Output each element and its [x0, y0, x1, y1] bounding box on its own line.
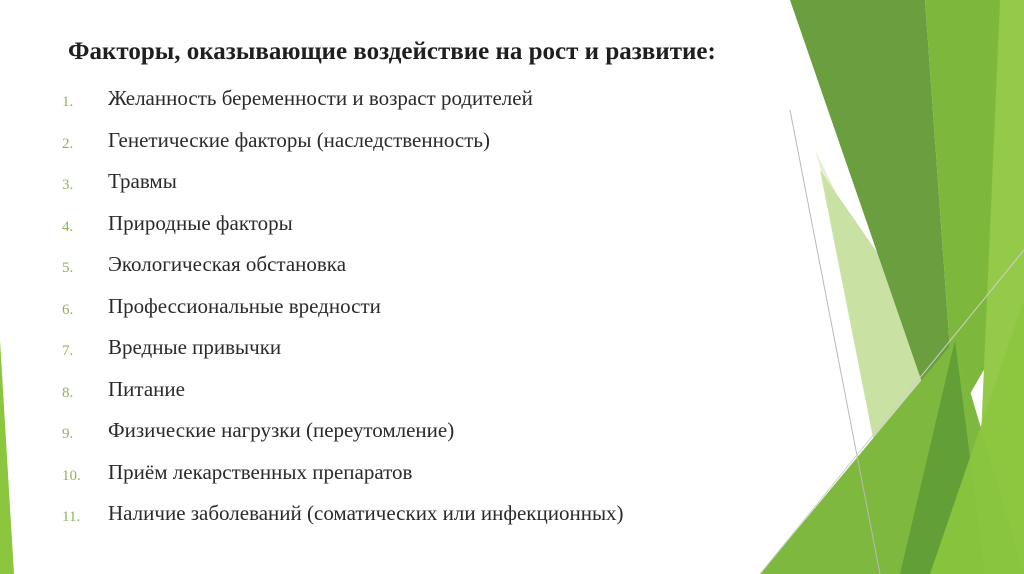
- item-number: 8.: [62, 384, 74, 401]
- item-text: Наличие заболеваний (соматических или инфекционных): [108, 501, 624, 525]
- item-text: Приём лекарственных препаратов: [108, 459, 413, 484]
- item-text: Вредные привычки: [108, 335, 282, 359]
- item-text: Генетические факторы (наследственность): [108, 127, 490, 152]
- item-number: 11.: [62, 509, 81, 525]
- item-number: 3.: [62, 177, 74, 193]
- item-number: 6.: [62, 301, 74, 318]
- item-number: 10.: [62, 467, 81, 484]
- item-number: 2.: [62, 135, 74, 152]
- item-text: Питание: [108, 376, 185, 401]
- left-edge-shape: [0, 340, 14, 574]
- item-text: Физические нагрузки (переутомление): [108, 418, 455, 442]
- item-number: 1.: [62, 94, 74, 110]
- item-text: Экологическая обстановка: [108, 252, 347, 276]
- item-number: 7.: [62, 343, 74, 359]
- item-number: 5.: [62, 260, 74, 276]
- slide-title: Факторы, оказывающие воздействие на рост и развитие:: [68, 38, 716, 65]
- item-number: 9.: [62, 426, 74, 442]
- item-text: Природные факторы: [108, 210, 293, 235]
- item-text: Травмы: [108, 169, 177, 193]
- item-text: Профессиональные вредности: [108, 293, 381, 318]
- item-text: Желанность беременности и возраст родителей: [108, 86, 533, 110]
- item-number: 4.: [62, 218, 74, 235]
